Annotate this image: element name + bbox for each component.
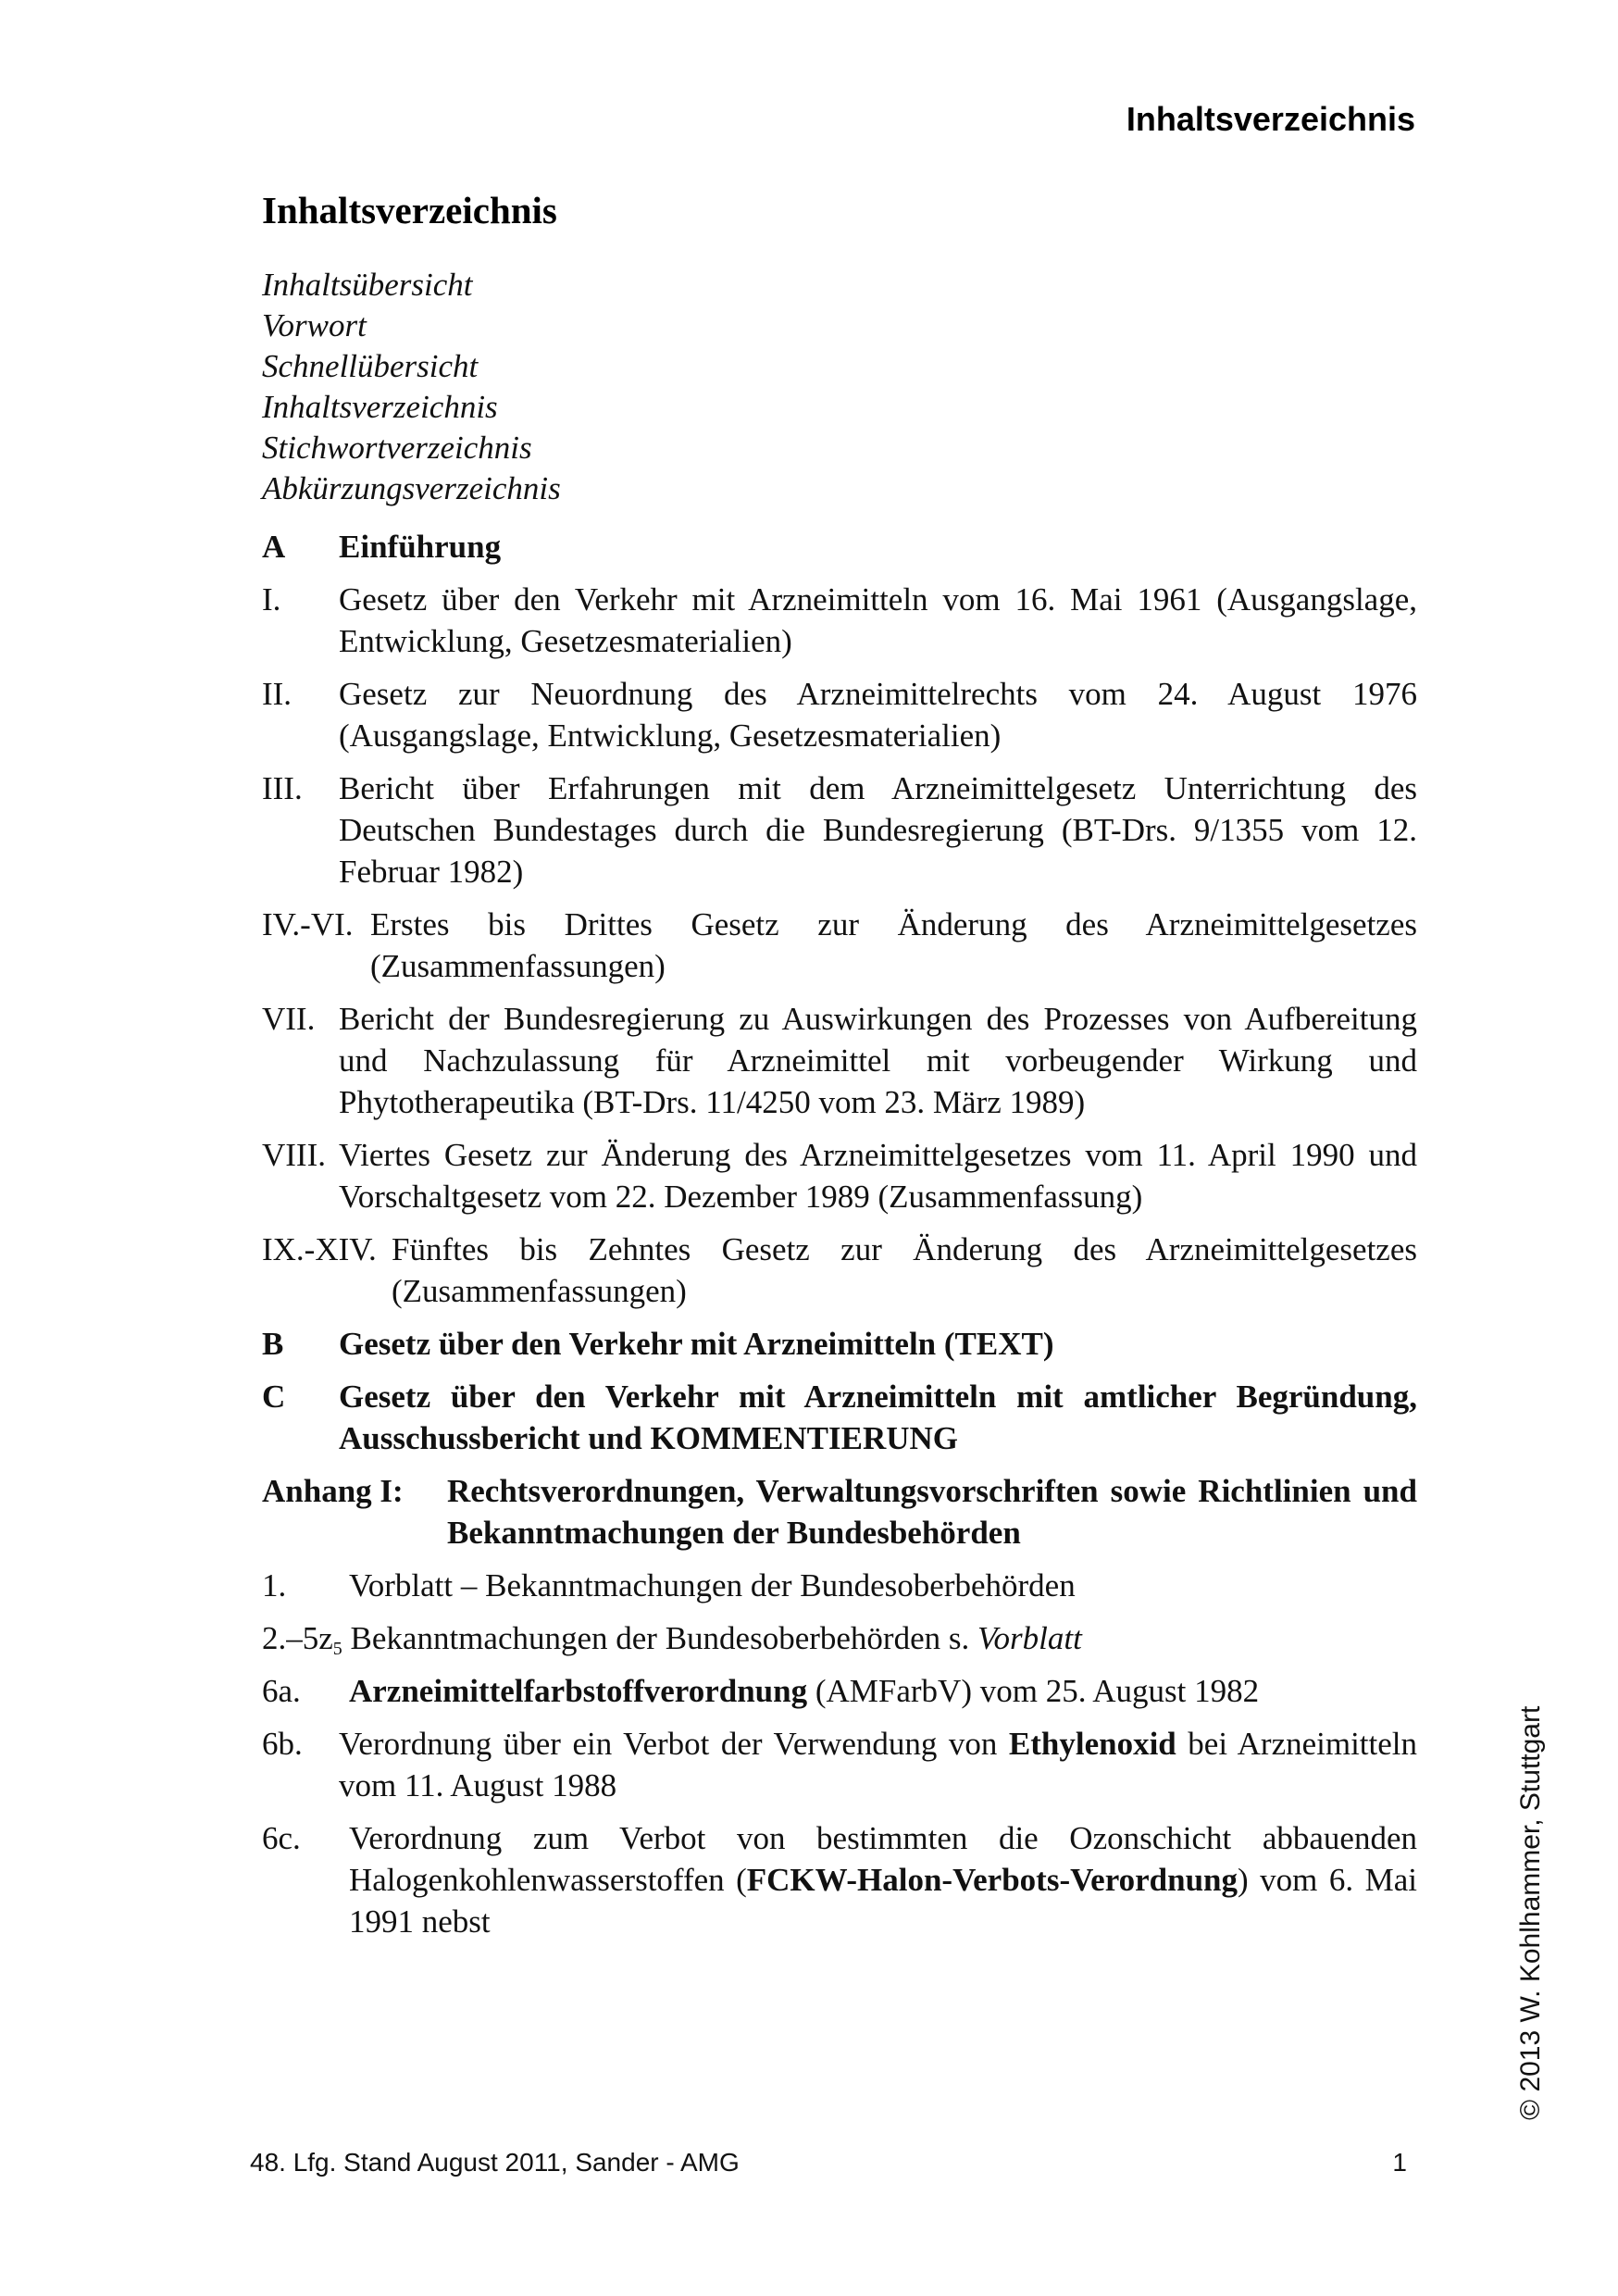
entry-number: II. xyxy=(262,676,292,712)
toc-entry-6c[interactable] xyxy=(262,1817,1417,1942)
entry-text xyxy=(349,1817,1417,1942)
front-matter-item[interactable]: Vorwort xyxy=(262,307,367,343)
entry-number: A xyxy=(262,529,286,565)
toc-entry-ix-xiv[interactable] xyxy=(262,1229,1417,1312)
toc-entry-a[interactable] xyxy=(262,526,1417,568)
entry-number: VIII. xyxy=(262,1137,326,1173)
table-of-contents xyxy=(262,526,1417,1942)
toc-entry-i[interactable] xyxy=(262,579,1417,662)
entry-text: Bericht der Bundesregierung zu Auswirkungen des Prozesses von Aufbereitung und Nachzulassung für Arzneimittel mit vorbeugender Wirkung und Phytotherapeutika (BT-Drs. 11/4250 vom 23. März 1989) xyxy=(339,1001,1417,1120)
front-matter-list xyxy=(262,265,561,509)
toc-entry-vii[interactable] xyxy=(262,998,1417,1123)
front-matter-item[interactable]: Inhaltsverzeichnis xyxy=(262,389,498,425)
entry-text: Vorblatt – Bekanntmachungen der Bundesoberbehörden xyxy=(349,1567,1076,1603)
entry-text-pre: Verordnung über ein Verbot der Verwendung von xyxy=(339,1726,998,1762)
toc-entry-1[interactable] xyxy=(262,1565,1417,1606)
entry-text: Gesetz über den Verkehr mit Arzneimitteln mit amtlicher Begründung, Ausschussbericht und KOMMENTIERUNG xyxy=(339,1379,1417,1456)
entry-text xyxy=(349,1670,1417,1712)
toc-entry-6b[interactable] xyxy=(262,1723,1417,1806)
entry-number: Anhang I: xyxy=(262,1473,404,1509)
entry-text xyxy=(339,1723,1417,1806)
toc-entry-2-5z5[interactable] xyxy=(262,1617,1417,1659)
entry-bold-term: FCKW-Halon-Verbots-Verordnung xyxy=(746,1862,1238,1898)
entry-text xyxy=(351,1617,1417,1659)
front-matter-item[interactable]: Abkürzungsverzeichnis xyxy=(262,470,561,506)
entry-text: Bericht über Erfahrungen mit dem Arzneimittelgesetz Unterrichtung des Deutschen Bundestages durch die Bundesregierung (BT-Drs. 9/1355 vom 12. Februar 1982) xyxy=(339,770,1417,890)
running-head: Inhaltsverzeichnis xyxy=(1126,100,1415,138)
footer-edition: 48. Lfg. Stand August 2011, Sander - AMG xyxy=(250,2148,740,2177)
entry-text: Gesetz über den Verkehr mit Arzneimitteln (TEXT) xyxy=(339,1326,1054,1362)
see-abbreviation: s. xyxy=(948,1620,970,1656)
front-matter-item[interactable]: Schnellübersicht xyxy=(262,348,479,384)
entry-number: I. xyxy=(262,581,281,618)
entry-text: Erstes bis Drittes Gesetz zur Änderung des Arzneimittelgesetzes (Zusammenfassungen) xyxy=(370,906,1417,984)
toc-entry-ii[interactable] xyxy=(262,673,1417,756)
copyright-notice: © 2013 W. Kohlhammer, Stuttgart xyxy=(1515,1705,1546,2120)
toc-entry-anhang-i[interactable] xyxy=(262,1470,1417,1554)
entry-number-main: 2.–5z xyxy=(262,1620,333,1656)
entry-number: VII. xyxy=(262,1001,316,1037)
entry-text: Gesetz über den Verkehr mit Arzneimitteln vom 16. Mai 1961 (Ausgangslage, Entwicklung, Gesetzesmaterialien) xyxy=(339,581,1417,659)
front-matter-item[interactable]: Inhaltsübersicht xyxy=(262,267,473,303)
entry-number: C xyxy=(262,1379,286,1415)
entry-number: IX.-XIV. xyxy=(262,1231,377,1267)
toc-entry-iii[interactable] xyxy=(262,767,1417,892)
entry-number: 6b. xyxy=(262,1726,303,1762)
entry-bold-term: Arzneimittelfarbstoffverordnung xyxy=(349,1673,808,1709)
entry-number xyxy=(262,1617,351,1659)
entry-number: B xyxy=(262,1326,284,1362)
entry-number: III. xyxy=(262,770,303,806)
toc-entry-iv-vi[interactable] xyxy=(262,904,1417,987)
entry-number: 6c. xyxy=(262,1820,301,1856)
page-number: 1 xyxy=(1392,2148,1407,2177)
entry-number-subscript: 5 xyxy=(332,1639,342,1659)
toc-entry-c[interactable] xyxy=(262,1376,1417,1459)
front-matter-item[interactable]: Stichwortverzeichnis xyxy=(262,430,532,466)
toc-entry-b[interactable] xyxy=(262,1323,1417,1365)
cross-reference[interactable]: Vorblatt xyxy=(977,1620,1082,1656)
entry-text: Einführung xyxy=(339,529,502,565)
entry-text: Fünftes bis Zehntes Gesetz zur Änderung des Arzneimittelgesetzes (Zusammenfassungen) xyxy=(392,1231,1417,1309)
toc-entry-6a[interactable] xyxy=(262,1670,1417,1712)
toc-entry-viii[interactable] xyxy=(262,1134,1417,1217)
entry-number: 1. xyxy=(262,1567,287,1603)
entry-text: Gesetz zur Neuordnung des Arzneimittelrechts vom 24. August 1976 (Ausgangslage, Entwicklung, Gesetzesmaterialien) xyxy=(339,676,1417,754)
entry-number: IV.-VI. xyxy=(262,906,354,942)
entry-text-pre: Verordnung zum Verbot von bestimmten die Ozonschicht abbauenden Halogenkohlenwasserstoffen ( xyxy=(349,1820,1417,1898)
entry-text-main: Bekanntmachungen der Bundesoberbehörden xyxy=(350,1620,941,1656)
entry-text-rest: (AMFarbV) vom 25. August 1982 xyxy=(815,1673,1260,1709)
page-title: Inhaltsverzeichnis xyxy=(262,189,557,231)
entry-text: Viertes Gesetz zur Änderung des Arzneimittelgesetzes vom 11. April 1990 und Vorschaltgesetz vom 22. Dezember 1989 (Zusammenfassung) xyxy=(339,1137,1417,1215)
entry-text: Rechtsverordnungen, Verwaltungsvorschriften sowie Richtlinien und Bekanntmachungen der Bundesbehörden xyxy=(447,1473,1417,1551)
entry-bold-term: Ethylenoxid xyxy=(1008,1726,1176,1762)
page-footer xyxy=(250,2148,1407,2177)
entry-text-rest: bei Arzneimitteln vom 11. August 1988 xyxy=(339,1726,1418,1803)
entry-text-rest: ) vom 6. Mai 1991 nebst xyxy=(349,1862,1417,1940)
entry-number: 6a. xyxy=(262,1673,301,1709)
